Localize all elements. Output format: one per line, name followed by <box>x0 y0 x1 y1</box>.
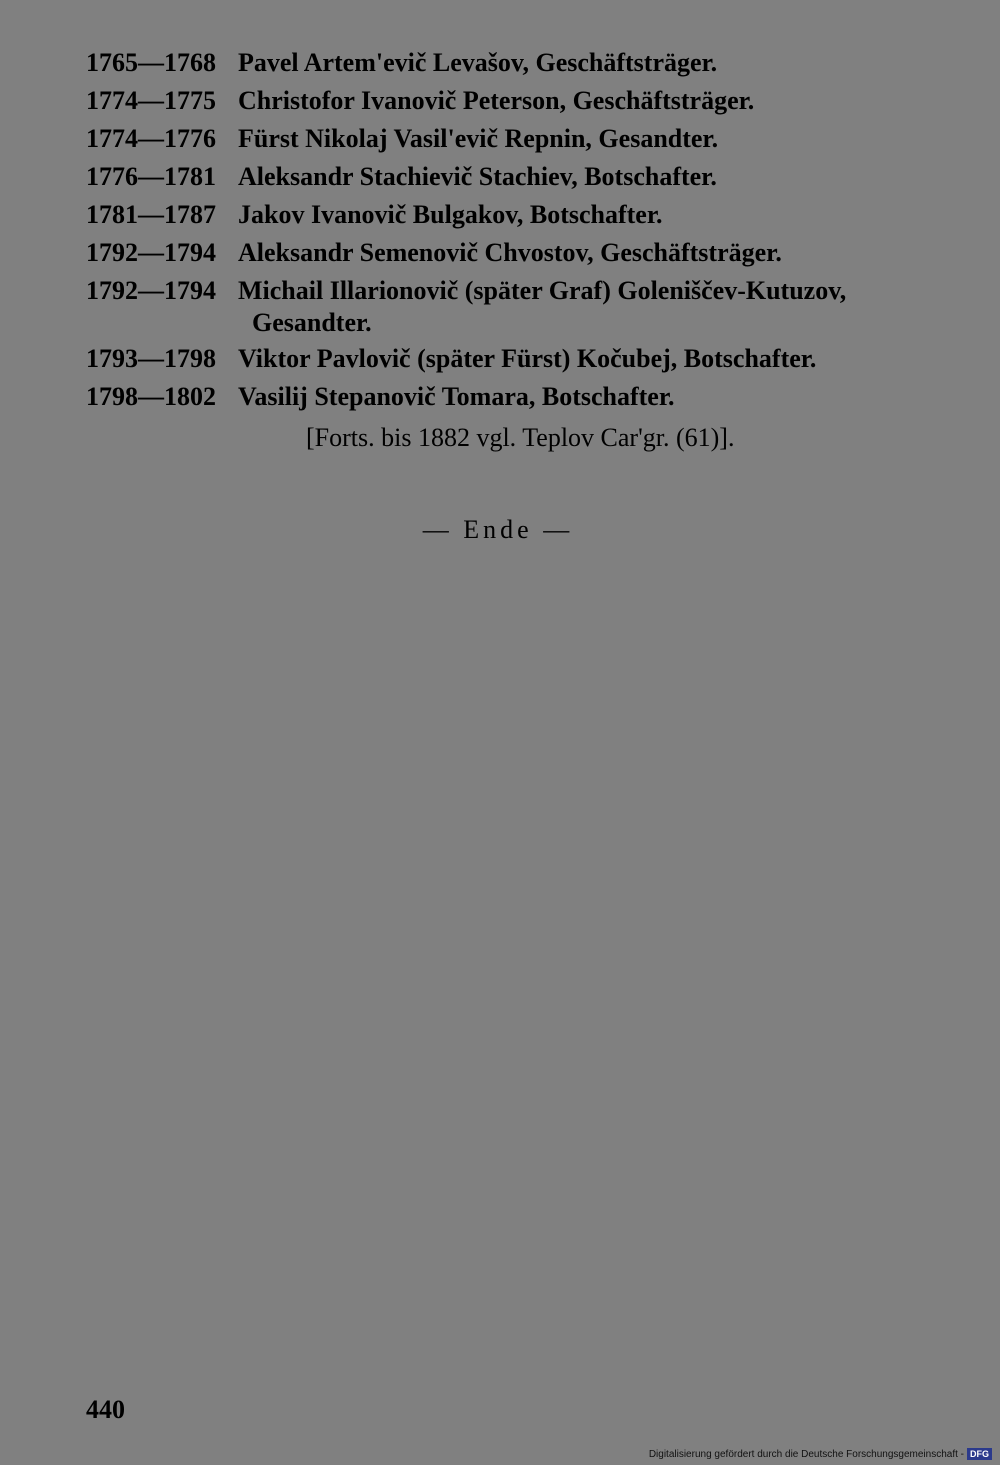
entry-years: 1774—1775 <box>86 86 216 115</box>
entry-row <box>86 234 966 272</box>
end-marker <box>0 510 1000 550</box>
footer-text: Digitalisierung gefördert durch die Deutsche Forschungsgemeinschaft - <box>648 1448 964 1460</box>
end-marker-text: — Ende — <box>422 515 574 544</box>
entry-row <box>86 340 966 378</box>
entry-text: Viktor Pavlovič (später Fürst) Kočubej, Botschafter. <box>238 344 817 373</box>
entry-row <box>86 82 966 120</box>
page-number: 440 <box>86 1395 125 1424</box>
dfg-logo-icon: DFG <box>967 1448 992 1460</box>
entry-years: 1792—1794 <box>86 276 216 305</box>
entry-text: Fürst Nikolaj Vasil'evič Repnin, Gesandter. <box>238 124 719 153</box>
entry-list <box>86 44 966 416</box>
entry-text: Jakov Ivanovič Bulgakov, Botschafter. <box>238 200 663 229</box>
entry-text-continuation: Gesandter. <box>252 308 372 337</box>
entry-row <box>86 378 966 416</box>
entry-text-block <box>238 272 966 340</box>
entry-text: Pavel Artem'evič Levašov, Geschäftsträger. <box>238 48 718 77</box>
entry-row <box>86 272 966 340</box>
entry-text: Aleksandr Stachievič Stachiev, Botschafter. <box>238 162 717 191</box>
entry-text: Vasilij Stepanovič Tomara, Botschafter. <box>238 382 675 411</box>
continuation-note: [Forts. bis 1882 vgl. Teplov Car'gr. (61)]. <box>306 423 735 452</box>
entry-row <box>86 196 966 234</box>
entry-row <box>86 158 966 196</box>
entry-years: 1798—1802 <box>86 382 216 411</box>
entry-text: Michail Illarionovič (später Graf) Goleniščev-Kutuzov, <box>238 276 847 305</box>
entry-years: 1793—1798 <box>86 344 216 373</box>
entry-text: Aleksandr Semenovič Chvostov, Geschäftsträger. <box>238 238 782 267</box>
digitization-footer <box>649 1448 992 1460</box>
entry-years: 1781—1787 <box>86 200 216 229</box>
entry-row <box>86 120 966 158</box>
entry-row <box>86 44 966 82</box>
entry-years: 1792—1794 <box>86 238 216 267</box>
entry-years: 1776—1781 <box>86 162 216 191</box>
entry-years: 1774—1776 <box>86 124 216 153</box>
entry-years: 1765—1768 <box>86 48 216 77</box>
entry-text: Christofor Ivanovič Peterson, Geschäftsträger. <box>238 86 755 115</box>
